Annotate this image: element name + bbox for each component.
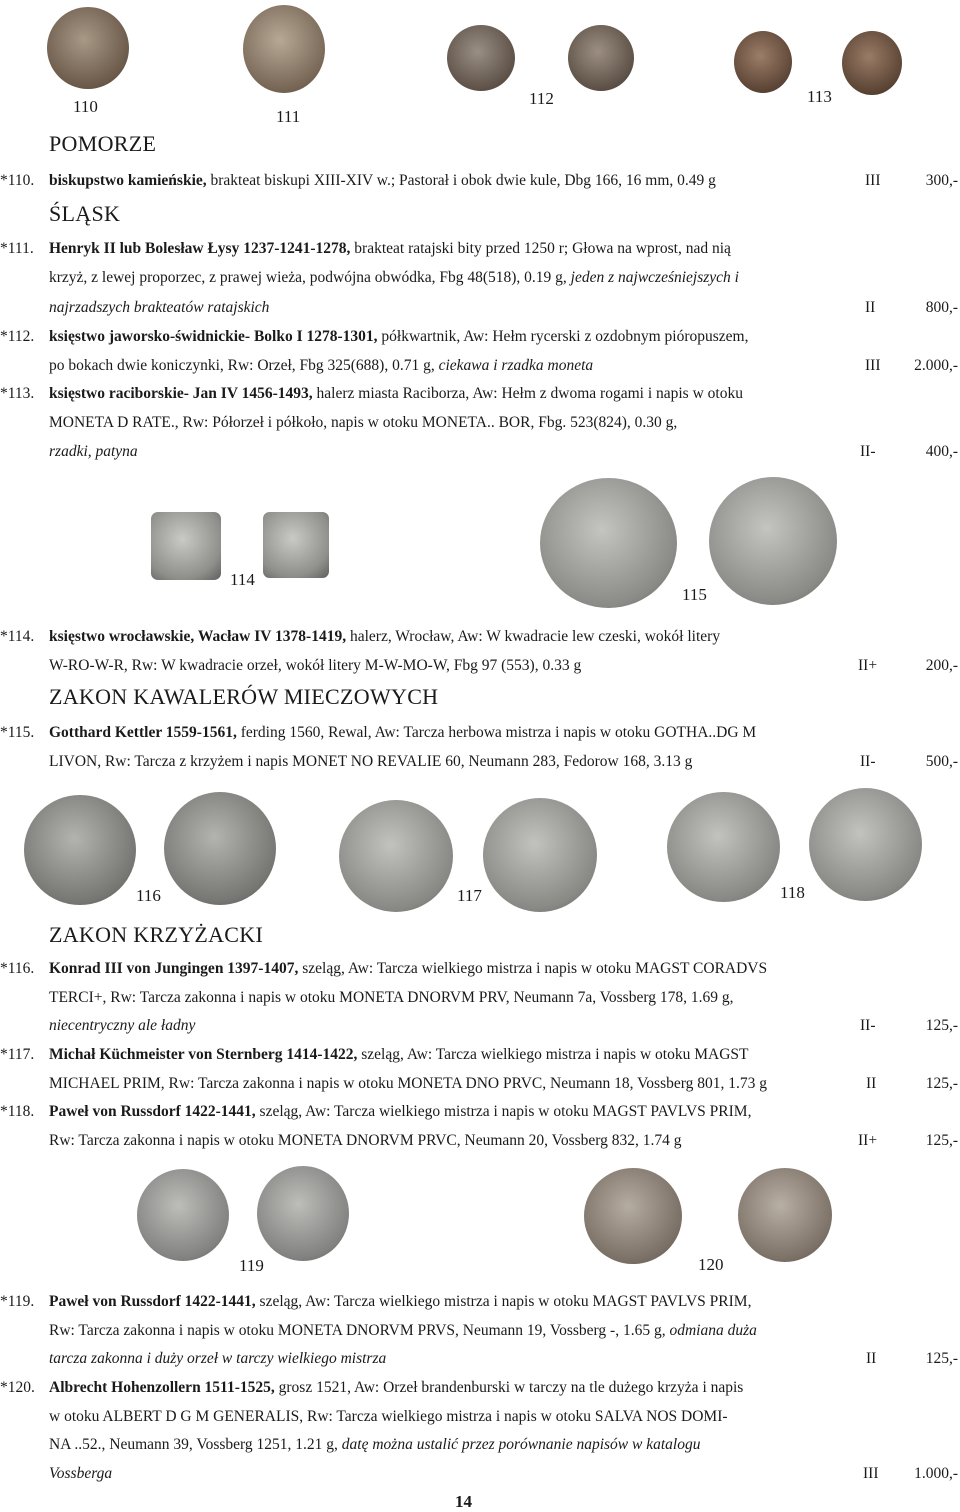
lot-120-line-1: [49, 1379, 743, 1397]
coin-119-reverse-image: [257, 1166, 349, 1261]
lot-title: Henryk II lub Bolesław Łysy 1237-1241-1278,: [49, 240, 351, 257]
coin-113-obverse-image: [734, 31, 792, 93]
lot-price: 1.000,-: [914, 1465, 958, 1482]
coin-118-obverse-image: [667, 792, 780, 902]
lot-text: w otoku ALBERT D G M GENERALIS, Rw: Tarcza wielkiego mistrza i napis w otoku SALVA NOS DOMI-: [49, 1408, 728, 1425]
coin-119-obverse-image: [137, 1169, 229, 1261]
lot-title: biskupstwo kamieńskie,: [49, 172, 207, 189]
lot-number: *118.: [0, 1103, 35, 1120]
coin-111-image: [243, 5, 325, 93]
lot-price: 300,-: [925, 172, 958, 189]
lot-text: W-RO-W-R, Rw: W kwadracie orzeł, wokół litery M-W-MO-W, Fbg 97 (553), 0.33 g: [49, 657, 582, 674]
coin-120-reverse-image: [738, 1168, 832, 1262]
lot-120-line-2: [49, 1408, 728, 1426]
coin-label: 113: [807, 87, 832, 106]
lot-number: *120.: [0, 1379, 35, 1396]
lot-price: 200,-: [925, 657, 958, 674]
lot-text: szeląg, Aw: Tarcza wielkiego mistrza i napis w otoku MAGST PAVLVS PRIM,: [255, 1293, 752, 1310]
coin-117-reverse-image: [483, 798, 597, 912]
coin-116-reverse-image: [164, 792, 276, 905]
lot-title: Michał Küchmeister von Sternberg 1414-1422,: [49, 1046, 358, 1063]
coin-label: 111: [276, 107, 301, 126]
lot-113-line-2: [49, 414, 677, 432]
coin-113-reverse-image: [842, 31, 902, 95]
lot-grade: II-: [860, 1017, 876, 1034]
lot-117-line-1: [49, 1046, 748, 1064]
page-number: 14: [455, 1492, 472, 1511]
coin-label: 112: [529, 89, 554, 108]
lot-number: *114.: [0, 628, 35, 645]
lot-text: grosz 1521, Aw: Orzeł brandenburski w tarczy na tle dużego krzyża i napis: [274, 1379, 744, 1396]
lot-title: Konrad III von Jungingen 1397-1407,: [49, 960, 299, 977]
lot-115-line-2: [49, 753, 692, 771]
lot-grade: II: [865, 299, 876, 316]
lot-grade: II: [866, 1075, 877, 1092]
lot-comment: jeden z najwcześniejszych i: [570, 269, 739, 286]
coin-114-obverse-image: [151, 512, 221, 580]
lot-113-line-3: [49, 443, 138, 461]
coin-label: 116: [136, 886, 161, 905]
lot-text: TERCI+, Rw: Tarcza zakonna i napis w otoku MONETA DNORVM PRV, Neumann 7a, Vossberg 178, 1.69 g,: [49, 989, 734, 1006]
lot-113-line-1: [49, 385, 743, 403]
lot-text: krzyż, z lewej proporzec, z prawej wieża, podwójna obwódka, Fbg 48(518), 0.19 g,: [49, 269, 571, 286]
lot-grade: III: [863, 1465, 879, 1482]
coin-label: 114: [230, 570, 255, 589]
coin-label: 120: [698, 1255, 724, 1274]
lot-grade: II-: [860, 753, 876, 770]
lot-text: brakteat biskupi XIII-XIV w.; Pastorał i obok dwie kule, Dbg 166, 16 mm, 0.49 g: [206, 172, 716, 189]
lot-text: szeląg, Aw: Tarcza wielkiego mistrza i napis w otoku MAGST: [357, 1046, 749, 1063]
lot-price: 400,-: [925, 443, 958, 460]
coin-115-obverse-image: [540, 478, 677, 608]
coin-112-reverse-image: [568, 25, 634, 91]
lot-text: Rw: Tarcza zakonna i napis w otoku MONETA DNORVM PRVS, Neumann 19, Vossberg -, 1.65 g,: [49, 1322, 670, 1339]
lot-price: 800,-: [925, 299, 958, 316]
lot-text: NA ..52., Neumann 39, Vossberg 1251, 1.21 g,: [49, 1436, 342, 1453]
lot-118-line-2: [49, 1132, 682, 1150]
lot-number: *115.: [0, 724, 35, 741]
lot-112-line-1: [49, 328, 748, 346]
coin-117-obverse-image: [339, 800, 453, 912]
coin-110-image: [47, 7, 129, 89]
lot-comment: ciekawa i rzadka moneta: [438, 357, 594, 374]
lot-116-line-2: [49, 989, 733, 1007]
lot-title: Gotthard Kettler 1559-1561,: [49, 724, 237, 741]
lot-title: księstwo jaworsko-świdnickie- Bolko I 1278-1301,: [49, 328, 378, 345]
lot-114-line-2: [49, 657, 581, 675]
lot-comment: najrzadszych brakteatów ratajskich: [49, 299, 270, 316]
lot-text: Rw: Tarcza zakonna i napis w otoku MONETA DNORVM PRVC, Neumann 20, Vossberg 832, 1.74 g: [49, 1132, 682, 1149]
lot-119-line-1: [49, 1293, 751, 1311]
lot-title: księstwo wrocławskie, Wacław IV 1378-1419,: [49, 628, 347, 645]
lot-price: 125,-: [925, 1350, 958, 1367]
lot-116-line-1: [49, 960, 767, 978]
lot-text: szeląg, Aw: Tarcza wielkiego mistrza i napis w otoku MAGST CORADVS: [298, 960, 768, 977]
lot-111-line-3: [49, 299, 269, 317]
coin-114-reverse-image: [263, 512, 329, 578]
lot-number: *112.: [0, 328, 35, 345]
lot-text: półkwartnik, Aw: Hełm rycerski z ozdobnym pióropuszem,: [377, 328, 749, 345]
lot-120-line-4: [49, 1465, 112, 1483]
coin-112-obverse-image: [447, 25, 515, 91]
lot-comment: odmiana duża: [669, 1322, 757, 1339]
coin-115-reverse-image: [709, 477, 837, 605]
lot-115-line-1: [49, 724, 756, 742]
lot-text: LIVON, Rw: Tarcza z krzyżem i napis MONET NO REVALIE 60, Neumann 283, Fedorow 168, 3.13 g: [49, 753, 693, 770]
lot-111-line-1: [49, 240, 731, 258]
lot-number: *116.: [0, 960, 35, 977]
lot-number: *113.: [0, 385, 35, 402]
lot-112-line-2: [49, 357, 593, 375]
lot-120-line-3: [49, 1436, 700, 1454]
lot-text: halerz miasta Raciborza, Aw: Hełm z dwoma rogami i napis w otoku: [312, 385, 743, 402]
lot-title: Paweł von Russdorf 1422-1441,: [49, 1103, 256, 1120]
lot-grade: III: [865, 357, 881, 374]
lot-title: księstwo raciborskie- Jan IV 1456-1493,: [49, 385, 313, 402]
lot-text: ferding 1560, Rewal, Aw: Tarcza herbowa mistrza i napis w otoku GOTHA..DG M: [236, 724, 757, 741]
lot-price: 2.000,-: [914, 357, 958, 374]
lot-111-line-2: [49, 269, 739, 287]
lot-comment: Vossberga: [49, 1465, 113, 1482]
lot-text: MICHAEL PRIM, Rw: Tarcza zakonna i napis w otoku MONETA DNO PRVC, Neumann 18, Vossberg 801, 1.73 g: [49, 1075, 768, 1092]
lot-grade: II-: [860, 443, 876, 460]
lot-116-line-3: [49, 1017, 195, 1035]
lot-grade: III: [865, 172, 881, 189]
coin-116-obverse-image: [24, 795, 136, 905]
lot-grade: II: [866, 1350, 877, 1367]
lot-number: *117.: [0, 1046, 35, 1063]
lot-price: 125,-: [925, 1132, 958, 1149]
lot-text: halerz, Wrocław, Aw: W kwadracie lew czeski, wokół litery: [346, 628, 721, 645]
coin-label: 119: [239, 1256, 264, 1275]
lot-comment: tarcza zakonna i duży orzeł w tarczy wielkiego mistrza: [49, 1350, 387, 1367]
coin-label: 110: [73, 97, 98, 116]
lot-text: po bokach dwie koniczynki, Rw: Orzeł, Fbg 325(688), 0.71 g,: [49, 357, 439, 374]
lot-title: Albrecht Hohenzollern 1511-1525,: [49, 1379, 275, 1396]
lot-price: 125,-: [925, 1017, 958, 1034]
lot-grade: II+: [858, 657, 878, 674]
section-heading-krzyzacki: ZAKON KRZYŻACKI: [49, 922, 264, 947]
lot-text: szeląg, Aw: Tarcza wielkiego mistrza i napis w otoku MAGST PAVLVS PRIM,: [255, 1103, 752, 1120]
lot-number: *110.: [0, 172, 35, 189]
lot-text: MONETA D RATE., Rw: Półorzeł i półkoło, napis w otoku MONETA.. BOR, Fbg. 523(824), 0.30 g,: [49, 414, 678, 431]
lot-comment: datę można ustalić przez porównanie napisów w katalogu: [341, 1436, 701, 1453]
lot-114-line-1: [49, 628, 720, 646]
coin-120-obverse-image: [584, 1168, 682, 1264]
lot-price: 500,-: [925, 753, 958, 770]
lot-number: *119.: [0, 1293, 35, 1310]
lot-comment: rzadki, patyna: [49, 443, 138, 460]
lot-119-line-2: [49, 1322, 757, 1340]
lot-118-line-1: [49, 1103, 751, 1121]
lot-number: *111.: [0, 240, 34, 257]
coin-label: 118: [780, 883, 805, 902]
lot-110-description: [49, 172, 716, 190]
coin-label: 117: [457, 886, 482, 905]
lot-grade: II+: [858, 1132, 878, 1149]
lot-119-line-3: [49, 1350, 386, 1368]
lot-price: 125,-: [925, 1075, 958, 1092]
section-heading-pomorze: POMORZE: [49, 131, 157, 156]
lot-117-line-2: [49, 1075, 767, 1093]
lot-title: Paweł von Russdorf 1422-1441,: [49, 1293, 256, 1310]
lot-comment: niecentryczny ale ładny: [49, 1017, 196, 1034]
coin-label: 115: [682, 585, 707, 604]
section-heading-slask: ŚLĄSK: [49, 201, 121, 226]
coin-118-reverse-image: [809, 788, 922, 901]
lot-text: brakteat ratajski bity przed 1250 r; Głowa na wprost, nad nią: [350, 240, 731, 257]
section-heading-kawalerow: ZAKON KAWALERÓW MIECZOWYCH: [49, 684, 439, 709]
